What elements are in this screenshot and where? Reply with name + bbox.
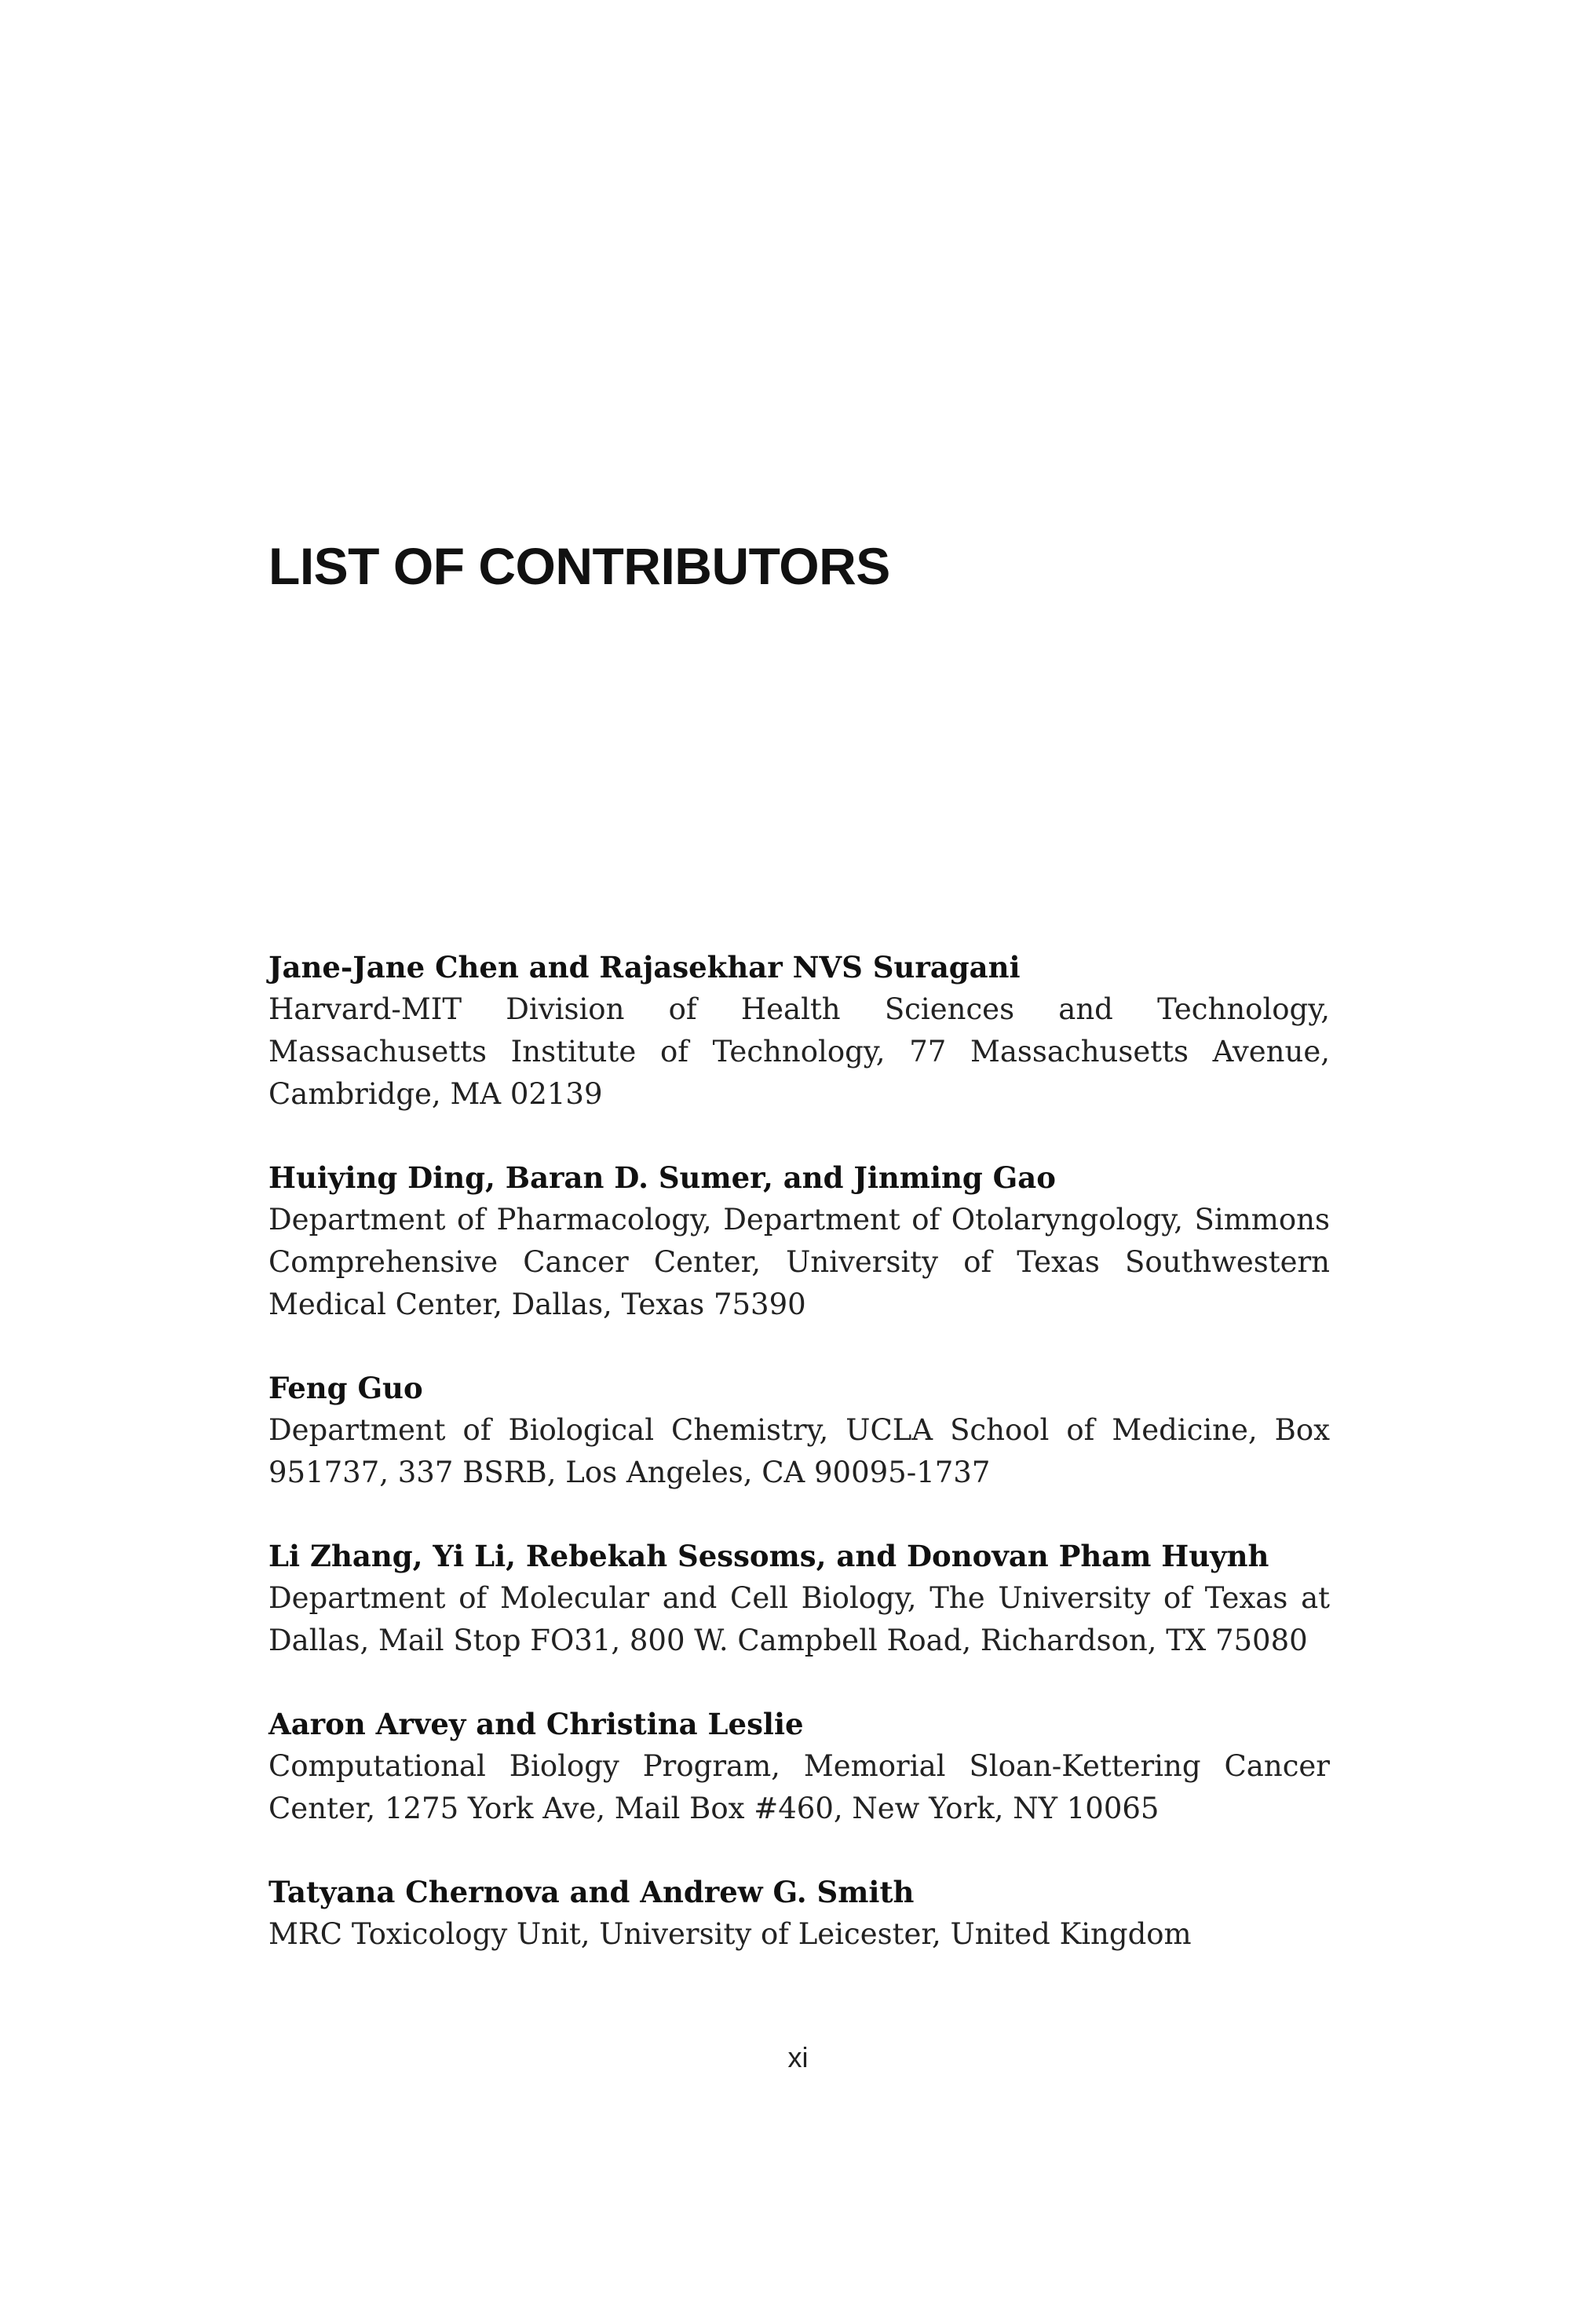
contributor-list [268, 946, 1330, 1996]
contributor-entry [268, 1367, 1330, 1494]
contributor-affiliation: Harvard-MIT Division of Health Sciences and Technology, Massachusetts Institute of Technology, 77 Massachusetts Avenue, Cambridge, MA 02139 [268, 992, 1330, 1111]
page-title: LIST OF CONTRIBUTORS [268, 537, 890, 595]
contributor-names: Aaron Arvey and Christina Leslie [268, 1707, 804, 1741]
contributor-affiliation: MRC Toxicology Unit, University of Leicester, United Kingdom [268, 1917, 1192, 1951]
page-number: xi [787, 2041, 809, 2073]
contributor-entry [268, 946, 1330, 1116]
contributor-affiliation: Computational Biology Program, Memorial Sloan-Kettering Cancer Center, 1275 York Ave, Mail Box #460, New York, NY 10065 [268, 1749, 1330, 1825]
contributor-names: Li Zhang, Yi Li, Rebekah Sessoms, and Donovan Pham Huynh [268, 1539, 1269, 1573]
contributor-entry [268, 1703, 1330, 1830]
contributor-entry [268, 1156, 1330, 1326]
contributor-affiliation: Department of Pharmacology, Department of Otolaryngology, Simmons Comprehensive Cancer Center, University of Texas Southwestern Medical Center, Dallas, Texas 75390 [268, 1203, 1330, 1321]
contributor-entry [268, 1871, 1330, 1956]
contributor-entry [268, 1535, 1330, 1662]
contributor-names: Huiying Ding, Baran D. Sumer, and Jinming Gao [268, 1160, 1056, 1195]
contributor-affiliation: Department of Molecular and Cell Biology, The University of Texas at Dallas, Mail Stop FO31, 800 W. Campbell Road, Richardson, TX 75080 [268, 1581, 1330, 1657]
contributor-names: Tatyana Chernova and Andrew G. Smith [268, 1875, 915, 1909]
contributor-names: Jane-Jane Chen and Rajasekhar NVS Suragani [268, 950, 1021, 984]
contributor-affiliation: Department of Biological Chemistry, UCLA School of Medicine, Box 951737, 337 BSRB, Los Angeles, CA 90095-1737 [268, 1413, 1330, 1489]
contributor-names: Feng Guo [268, 1371, 423, 1405]
